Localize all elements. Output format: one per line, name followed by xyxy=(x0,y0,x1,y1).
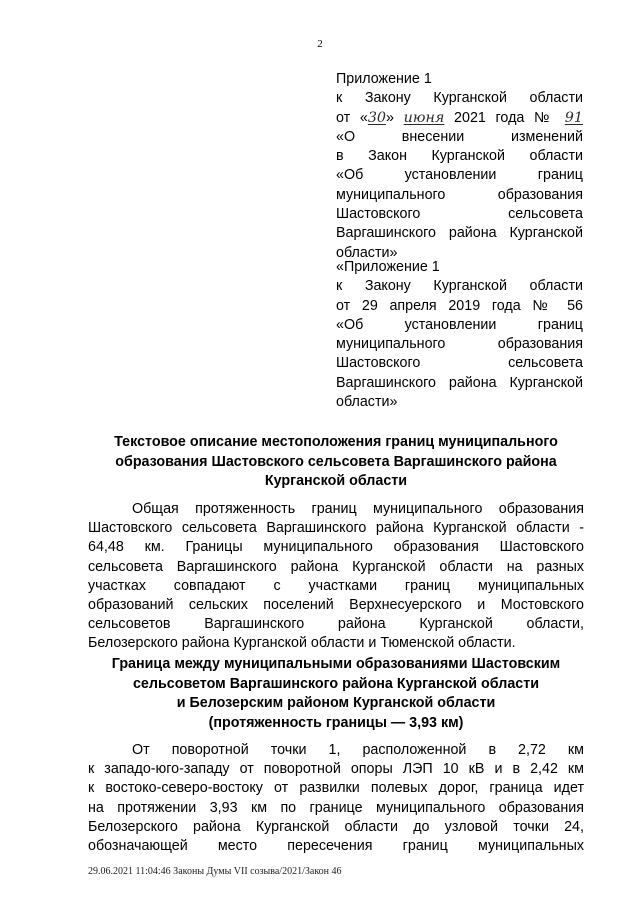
total-length-paragraph xyxy=(88,500,584,654)
annex-line: в Закон Курганской области xyxy=(336,148,583,165)
annex-line: к Закону Курганской области xyxy=(336,90,583,107)
paragraph-line: к востоко-северо-востоку от развилки полевых дорог, граница идет xyxy=(88,780,584,797)
heading-line: Граница между муниципальными образованиями Шастовским xyxy=(111,656,561,672)
annex-line: Варгашинского района Курганской xyxy=(336,374,583,391)
annex-line: муниципального образования xyxy=(336,336,583,353)
paragraph-line: сельсоветов Варгашинского района Курганской области, xyxy=(88,616,584,633)
handwritten-day: 30 xyxy=(367,109,387,126)
annex-line: «Приложение 1 xyxy=(336,259,440,275)
annex-line: Варгашинского района Курганской xyxy=(336,225,583,242)
annex-line: Приложение 1 xyxy=(336,71,432,87)
paragraph-line: участках совпадают с участками границ муниципальных xyxy=(88,577,584,594)
border-section-heading xyxy=(88,655,584,733)
heading-line: Текстовое описание местоположения границ муниципального xyxy=(114,434,558,450)
annex-date-line xyxy=(336,109,583,128)
paragraph-line: 64,48 км. Границы муниципального образования Шастовского xyxy=(88,539,584,556)
date-prefix: от « xyxy=(336,109,368,126)
date-year: 2021 года № xyxy=(444,109,565,126)
annex-line: Шастовского сельсовета xyxy=(336,206,583,223)
paragraph-line: на протяжении 3,93 км по границе муниципального образования xyxy=(88,799,584,816)
paragraph-line: сельсовета Варгашинского района Курганской области на разных xyxy=(88,558,584,575)
annex-line: к Закону Курганской области xyxy=(336,278,583,295)
paragraph-line: Общая протяженность границ муниципального образования xyxy=(132,501,584,517)
heading-line: сельсоветом Варгашинского района Курганской области xyxy=(132,675,540,692)
page-number: 2 xyxy=(317,38,323,50)
annex-line: «Об установлении границ xyxy=(336,316,583,333)
handwritten-law-number: 91 xyxy=(564,109,583,126)
annex-current-block xyxy=(336,70,583,263)
document-footer: 29.06.2021 11:04:46 Законы Думы VII созыва/2021/Закон 46 xyxy=(88,866,342,877)
date-mid: » xyxy=(386,109,404,126)
paragraph-line: Шастовского сельсовета Варгашинского района Курганской области - xyxy=(88,520,584,537)
annex-line: Шастовского сельсовета xyxy=(336,355,583,372)
paragraph-line: Белозерского района Курганской области и Тюменской области. xyxy=(88,635,516,652)
annex-line: «О внесении изменений xyxy=(336,128,583,145)
heading-line: (протяженность границы — 3,93 км) xyxy=(208,714,464,731)
paragraph-line: От поворотной точки 1, расположенной в 2,72 км xyxy=(132,742,584,758)
handwritten-month: июня xyxy=(403,109,445,126)
heading-line: Курганской области xyxy=(264,473,408,489)
annex-line: от 29 апреля 2019 года № 56 xyxy=(336,297,583,314)
paragraph-line: образований сельских поселений Верхнесуерского и Мостовского xyxy=(88,597,584,614)
annex-line: области» xyxy=(336,394,398,411)
paragraph-line: к западо-юго-западу от поворотной опоры ЛЭП 10 кВ и в 2,42 км xyxy=(88,761,584,778)
annex-previous-block xyxy=(336,258,583,412)
heading-line: образования Шастовского сельсовета Варгашинского района xyxy=(115,453,557,470)
annex-line: «Об установлении границ xyxy=(336,167,583,184)
border-description-paragraph xyxy=(88,741,584,856)
paragraph-line: обозначающей место пересечения границ муниципальных xyxy=(88,838,584,855)
main-heading xyxy=(88,433,584,492)
annex-line: муниципального образования xyxy=(336,186,583,203)
paragraph-line: Белозерского района Курганской области до узловой точки 24, xyxy=(88,818,584,835)
annex-line: области» xyxy=(336,244,398,261)
heading-line: и Белозерским районом Курганской области xyxy=(176,695,496,711)
